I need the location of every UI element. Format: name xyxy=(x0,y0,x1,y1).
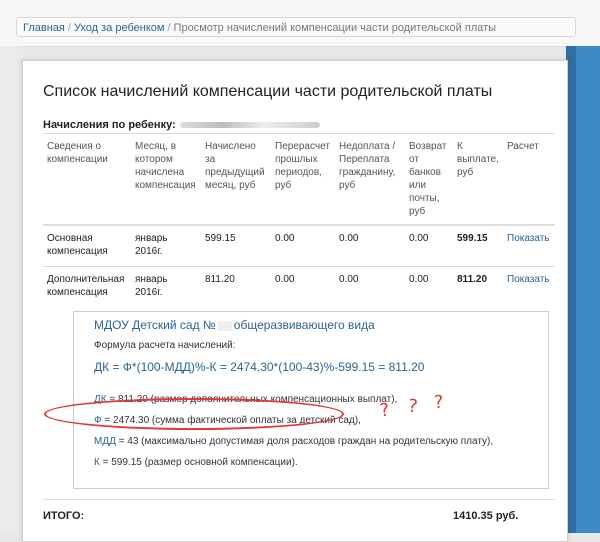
column-header: Расчет xyxy=(503,134,555,226)
table-row xyxy=(43,225,555,266)
top-bar xyxy=(0,0,600,47)
accrued-amount: 811.20 xyxy=(201,266,271,307)
page-title: Список начислений компенсации части родительской платы xyxy=(43,83,493,100)
variable-key: МДД xyxy=(94,436,116,447)
show-calculation-link[interactable]: Показать xyxy=(507,233,550,244)
accrual-month: январь 2016г. xyxy=(131,225,201,266)
breadcrumb-current: Просмотр начислений компенсации части родительской платы xyxy=(173,22,497,34)
recalc-amount: 0.00 xyxy=(271,225,335,266)
compensation-type: Основная компенсация xyxy=(43,225,131,266)
variable-description: = 599.15 (размер основной компенсации). xyxy=(99,457,298,468)
refund-amount: 0.00 xyxy=(405,225,453,266)
breadcrumb xyxy=(16,17,576,37)
breadcrumb-home-link[interactable]: Главная xyxy=(23,22,65,34)
variable-description: = 2474.30 (сумма фактической оплаты за детский сад), xyxy=(101,415,361,426)
formula-line-mdd xyxy=(94,436,493,447)
payable-amount: 599.15 xyxy=(453,225,503,266)
question-mark-annotation: ? xyxy=(433,391,445,414)
accrued-amount: 599.15 xyxy=(201,225,271,266)
total-value: 1410.35 руб. xyxy=(453,510,519,522)
show-calculation-link[interactable]: Показать xyxy=(507,273,550,285)
child-label xyxy=(43,119,320,131)
child-label-text: Начисления по ребенку: xyxy=(43,119,176,131)
column-header: Перерасчет прошлых периодов, руб xyxy=(271,134,335,226)
calc-cell xyxy=(503,225,555,266)
calc-cell xyxy=(503,266,555,307)
formula-expression: ДК = Ф*(100-МДД)%-К = 2474.30*(100-43)%-599.15 = 811.20 xyxy=(94,360,425,374)
red-annotation-ellipse xyxy=(44,398,344,430)
column-header: Месяц, в котором начислена компенсация xyxy=(131,134,201,226)
refund-amount: 0.00 xyxy=(405,266,453,307)
total-row xyxy=(43,499,555,522)
column-header: Недоплата / Переплата гражданину, руб xyxy=(335,134,405,226)
column-header: К выплате, руб xyxy=(453,134,503,226)
accrual-month: январь 2016г. xyxy=(131,266,201,307)
payable-amount: 811.20 xyxy=(453,266,503,307)
total-label: ИТОГО: xyxy=(43,510,85,522)
variable-key: Ф xyxy=(94,415,102,426)
table-row xyxy=(43,266,555,307)
institution-type: общеразвивающего вида xyxy=(233,318,375,332)
variable-description: = 811.20 (размер дополнительных компенсационных выплат), xyxy=(106,394,398,405)
variable-key: ДК xyxy=(94,394,107,405)
breadcrumb-section-link[interactable]: Уход за ребенком xyxy=(73,22,165,34)
recalc-amount: 0.00 xyxy=(271,266,335,307)
accruals-table xyxy=(43,133,555,307)
under-over-amount: 0.00 xyxy=(335,266,405,307)
question-mark-annotation: ? xyxy=(406,395,419,418)
breadcrumb-separator: / xyxy=(67,22,71,34)
redacted-number xyxy=(218,321,232,331)
variable-key: К xyxy=(94,457,100,468)
redacted-child-name xyxy=(180,122,320,128)
right-background xyxy=(566,46,600,533)
content-panel xyxy=(22,60,568,542)
variable-description: = 43 (максимально допустимая доля расходов граждан на родительскую плату), xyxy=(115,436,494,447)
question-mark-annotation: ? xyxy=(378,399,391,422)
institution-name: МДОУ Детский сад № xyxy=(94,318,216,332)
compensation-type: Дополнительная компенсация xyxy=(43,266,131,307)
column-header: Возврат от банков или почты, руб xyxy=(405,134,453,226)
breadcrumb-separator: / xyxy=(167,22,171,34)
formula-title xyxy=(94,318,375,332)
table-header-row xyxy=(43,134,555,226)
under-over-amount: 0.00 xyxy=(335,225,405,266)
column-header: Сведения о компенсации xyxy=(43,134,131,226)
formula-label: Формула расчета начислений: xyxy=(94,340,236,351)
column-header: Начислено за предыдущий месяц, руб xyxy=(201,134,271,226)
left-background xyxy=(0,46,17,533)
formula-line-k xyxy=(94,457,298,468)
